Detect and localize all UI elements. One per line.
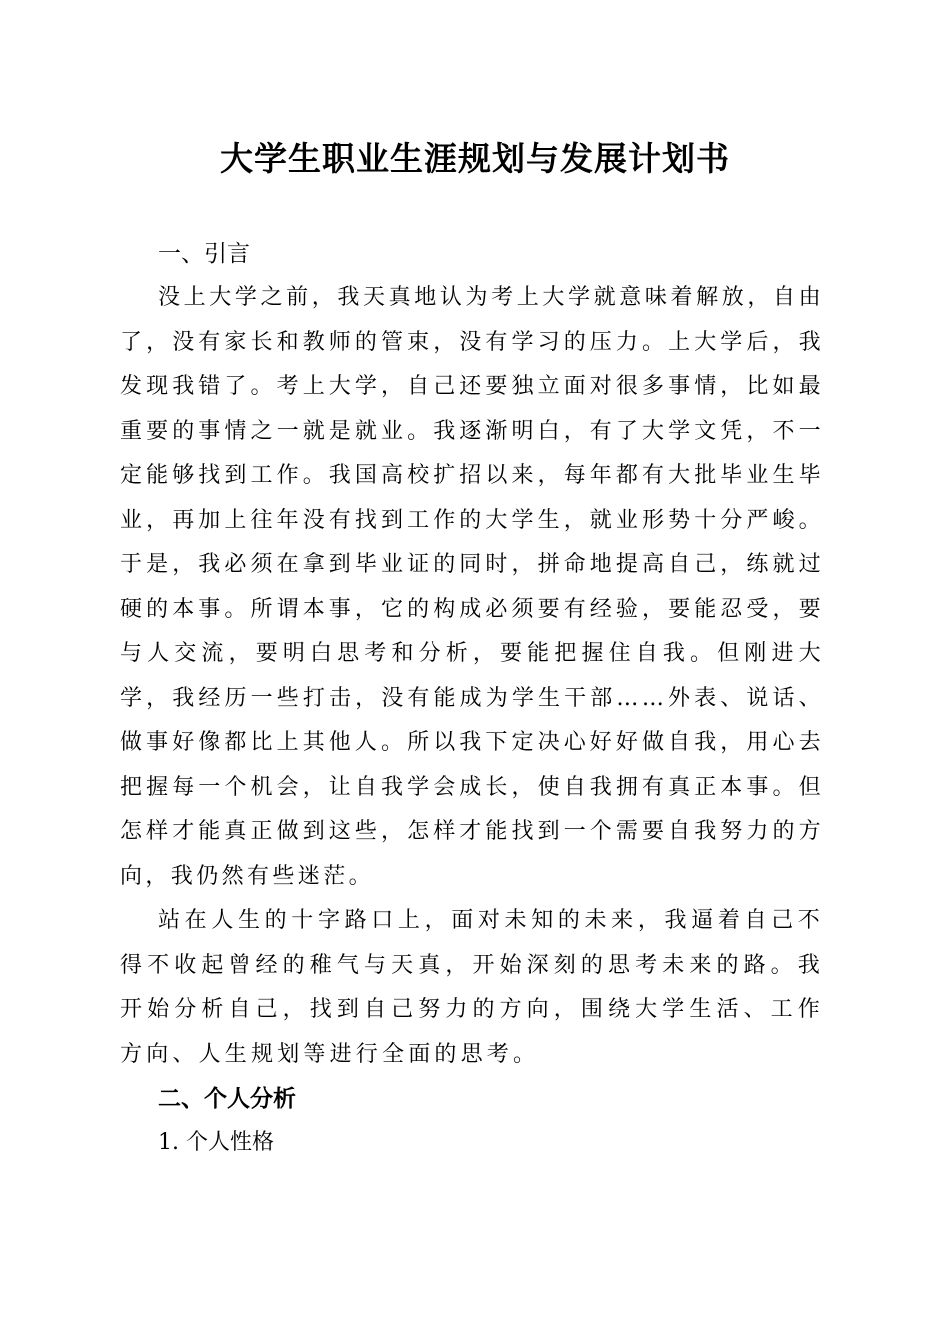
document-body	[120, 232, 824, 1165]
intro-paragraph-1: 没上大学之前，我天真地认为考上大学就意味着解放，自由了，没有家长和教师的管束，没有学习的压力。上大学后，我发现我错了。考上大学，自己还要独立面对很多事情，比如最重要的事情之一就是就业。我逐渐明白，有了大学文凭，不一定能够找到工作。我国高校扩招以来，每年都有大批毕业生毕业，再加上往年没有找到工作的大学生，就业形势十分严峻。于是，我必须在拿到毕业证的同时，拼命地提高自己，练就过硬的本事。所谓本事，它的构成必须要有经验，要能忍受，要与人交流，要明白思考和分析，要能把握住自我。但刚进大学，我经历一些打击，没有能成为学生干部……外表、说话、做事好像都比上其他人。所以我下定决心好好做自我，用心去把握每一个机会，让自我学会成长，使自我拥有真正本事。但怎样才能真正做到这些，怎样才能找到一个需要自我努力的方向，我仍然有些迷茫。	[120, 285, 824, 889]
intro-paragraph-2: 站在人生的十字路口上，面对未知的未来，我逼着自己不得不收起曾经的稚气与天真，开始深刻的思考未来的路。我开始分析自己，找到自己努力的方向，围绕大学生活、工作方向、人生规划等进行全面的思考。	[120, 908, 824, 1067]
section-heading-introduction: 一、引言	[158, 241, 250, 267]
section-heading-personal-analysis: 二、个人分析	[158, 1086, 296, 1112]
document-title: 大学生职业生涯规划与发展计划书	[220, 139, 730, 178]
subheading-personality: 1. 个人性格	[158, 1130, 274, 1155]
